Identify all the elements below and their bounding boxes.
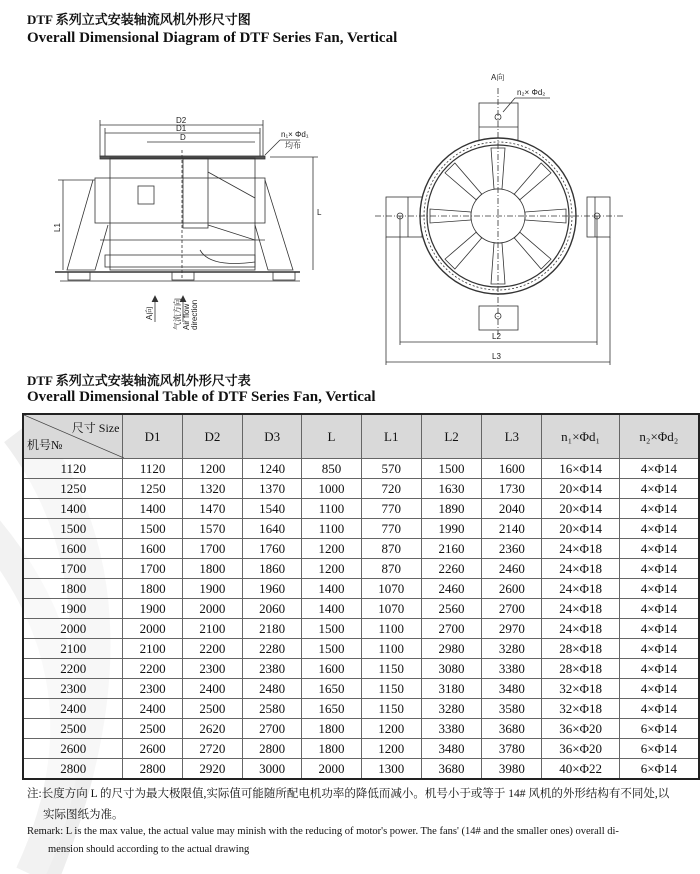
- model-cell: 1700: [23, 559, 123, 579]
- value-cell: 2620: [182, 719, 242, 739]
- model-cell: 1900: [23, 599, 123, 619]
- value-cell: 1150: [361, 679, 421, 699]
- value-cell: 2800: [243, 739, 302, 759]
- value-cell: 4×Φ14: [619, 699, 699, 719]
- value-cell: 1200: [361, 739, 421, 759]
- value-cell: 4×Φ14: [619, 659, 699, 679]
- value-cell: 24×Φ18: [542, 539, 619, 559]
- value-cell: 2700: [482, 599, 542, 619]
- value-cell: 1860: [243, 559, 302, 579]
- value-cell: 2580: [243, 699, 302, 719]
- value-cell: 1400: [302, 579, 361, 599]
- value-cell: 770: [361, 519, 421, 539]
- model-cell: 1500: [23, 519, 123, 539]
- value-cell: 6×Φ14: [619, 719, 699, 739]
- value-cell: 2600: [123, 739, 182, 759]
- value-cell: 1070: [361, 599, 421, 619]
- value-cell: 28×Φ18: [542, 659, 619, 679]
- label-l3: L3: [492, 352, 501, 361]
- label-n2-d2: n₂× Φd₂: [517, 88, 546, 97]
- value-cell: 1800: [302, 719, 361, 739]
- value-cell: 2300: [182, 659, 242, 679]
- value-cell: 2380: [243, 659, 302, 679]
- value-cell: 4×Φ14: [619, 599, 699, 619]
- label-d1: D1: [176, 124, 187, 133]
- value-cell: 1200: [182, 459, 242, 479]
- value-cell: 4×Φ14: [619, 579, 699, 599]
- value-cell: 1150: [361, 699, 421, 719]
- value-cell: 1100: [361, 619, 421, 639]
- value-cell: 1600: [123, 539, 182, 559]
- value-cell: 870: [361, 559, 421, 579]
- value-cell: 1200: [361, 719, 421, 739]
- value-cell: 20×Φ14: [542, 519, 619, 539]
- value-cell: 6×Φ14: [619, 739, 699, 759]
- remark-line2: mension should according to the actual drawing: [48, 844, 250, 855]
- corner-model-label: 机号№: [27, 438, 63, 452]
- value-cell: 2970: [482, 619, 542, 639]
- value-cell: 3080: [421, 659, 481, 679]
- value-cell: 4×Φ14: [619, 559, 699, 579]
- label-a-direction-front: A向: [491, 73, 505, 82]
- value-cell: 770: [361, 499, 421, 519]
- table-row: [23, 459, 699, 479]
- column-header: n₂×Φd₂: [619, 414, 699, 459]
- label-airflow-en: Air flow: [182, 303, 191, 330]
- value-cell: 3680: [482, 719, 542, 739]
- value-cell: 3780: [482, 739, 542, 759]
- column-header: L2: [421, 414, 481, 459]
- table-row: [23, 759, 699, 780]
- value-cell: 1570: [182, 519, 242, 539]
- label-airflow-cn: 气流方向: [173, 298, 182, 330]
- value-cell: 2100: [123, 639, 182, 659]
- value-cell: 3980: [482, 759, 542, 780]
- label-l1: L1: [53, 223, 62, 232]
- model-cell: 1600: [23, 539, 123, 559]
- value-cell: 2000: [123, 619, 182, 639]
- column-header: L: [302, 414, 361, 459]
- value-cell: 1470: [182, 499, 242, 519]
- value-cell: 1630: [421, 479, 481, 499]
- value-cell: 2400: [123, 699, 182, 719]
- value-cell: 1400: [302, 599, 361, 619]
- value-cell: 24×Φ18: [542, 599, 619, 619]
- value-cell: 2200: [123, 659, 182, 679]
- value-cell: 1540: [243, 499, 302, 519]
- value-cell: 3480: [482, 679, 542, 699]
- table-row: [23, 739, 699, 759]
- value-cell: 2160: [421, 539, 481, 559]
- table-row: [23, 559, 699, 579]
- value-cell: 1100: [302, 499, 361, 519]
- value-cell: 4×Φ14: [619, 459, 699, 479]
- value-cell: 20×Φ14: [542, 499, 619, 519]
- model-cell: 2800: [23, 759, 123, 780]
- value-cell: 2000: [182, 599, 242, 619]
- value-cell: 1500: [302, 619, 361, 639]
- value-cell: 4×Φ14: [619, 519, 699, 539]
- value-cell: 1650: [302, 699, 361, 719]
- side-view: [53, 116, 322, 330]
- table-row: [23, 599, 699, 619]
- value-cell: 1640: [243, 519, 302, 539]
- corner-header: [23, 414, 123, 459]
- value-cell: 1730: [482, 479, 542, 499]
- value-cell: 1600: [302, 659, 361, 679]
- value-cell: 1960: [243, 579, 302, 599]
- value-cell: 4×Φ14: [619, 619, 699, 639]
- value-cell: 2920: [182, 759, 242, 780]
- value-cell: 2300: [123, 679, 182, 699]
- model-cell: 2300: [23, 679, 123, 699]
- value-cell: 36×Φ20: [542, 739, 619, 759]
- value-cell: 2700: [243, 719, 302, 739]
- value-cell: 3180: [421, 679, 481, 699]
- label-a-direction: A向: [145, 306, 154, 320]
- value-cell: 1990: [421, 519, 481, 539]
- value-cell: 2720: [182, 739, 242, 759]
- value-cell: 1000: [302, 479, 361, 499]
- corner-size-label: 尺寸 Size: [71, 421, 120, 435]
- value-cell: 1760: [243, 539, 302, 559]
- value-cell: 36×Φ20: [542, 719, 619, 739]
- value-cell: 4×Φ14: [619, 479, 699, 499]
- column-header: D3: [243, 414, 302, 459]
- value-cell: 1600: [482, 459, 542, 479]
- value-cell: 2360: [482, 539, 542, 559]
- model-cell: 1800: [23, 579, 123, 599]
- value-cell: 4×Φ14: [619, 639, 699, 659]
- value-cell: 1400: [123, 499, 182, 519]
- value-cell: 2500: [123, 719, 182, 739]
- value-cell: 20×Φ14: [542, 479, 619, 499]
- value-cell: 2480: [243, 679, 302, 699]
- value-cell: 1900: [123, 599, 182, 619]
- value-cell: 1100: [361, 639, 421, 659]
- value-cell: 850: [302, 459, 361, 479]
- table-row: [23, 719, 699, 739]
- value-cell: 24×Φ18: [542, 579, 619, 599]
- value-cell: 2040: [482, 499, 542, 519]
- value-cell: 1500: [421, 459, 481, 479]
- value-cell: 2280: [243, 639, 302, 659]
- label-d: D: [180, 133, 186, 142]
- value-cell: 1250: [123, 479, 182, 499]
- value-cell: 3580: [482, 699, 542, 719]
- value-cell: 4×Φ14: [619, 539, 699, 559]
- value-cell: 3280: [482, 639, 542, 659]
- value-cell: 2400: [182, 679, 242, 699]
- value-cell: 3380: [421, 719, 481, 739]
- value-cell: 1200: [302, 559, 361, 579]
- value-cell: 2560: [421, 599, 481, 619]
- value-cell: 1320: [182, 479, 242, 499]
- model-cell: 2000: [23, 619, 123, 639]
- label-airflow-en2: direction: [190, 299, 199, 330]
- table-row: [23, 479, 699, 499]
- value-cell: 3000: [243, 759, 302, 780]
- value-cell: 16×Φ14: [542, 459, 619, 479]
- value-cell: 4×Φ14: [619, 679, 699, 699]
- table-row: [23, 539, 699, 559]
- value-cell: 2800: [123, 759, 182, 780]
- model-cell: 2600: [23, 739, 123, 759]
- value-cell: 1650: [302, 679, 361, 699]
- value-cell: 24×Φ18: [542, 559, 619, 579]
- value-cell: 6×Φ14: [619, 759, 699, 780]
- value-cell: 40×Φ22: [542, 759, 619, 780]
- value-cell: 2700: [421, 619, 481, 639]
- value-cell: 4×Φ14: [619, 499, 699, 519]
- model-cell: 2200: [23, 659, 123, 679]
- value-cell: 2460: [482, 559, 542, 579]
- value-cell: 2100: [182, 619, 242, 639]
- value-cell: 2060: [243, 599, 302, 619]
- column-header: L3: [482, 414, 542, 459]
- table-row: [23, 499, 699, 519]
- dimensional-drawing: [0, 0, 700, 380]
- value-cell: 1120: [123, 459, 182, 479]
- value-cell: 2200: [182, 639, 242, 659]
- table-row: [23, 579, 699, 599]
- value-cell: 32×Φ18: [542, 699, 619, 719]
- table-row: [23, 699, 699, 719]
- value-cell: 2980: [421, 639, 481, 659]
- value-cell: 1800: [182, 559, 242, 579]
- value-cell: 24×Φ18: [542, 619, 619, 639]
- value-cell: 1700: [182, 539, 242, 559]
- value-cell: 1800: [302, 739, 361, 759]
- value-cell: 1500: [123, 519, 182, 539]
- value-cell: 3280: [421, 699, 481, 719]
- value-cell: 1200: [302, 539, 361, 559]
- note-cn-line2: 实际图纸为准。: [43, 809, 124, 821]
- column-header: D1: [123, 414, 182, 459]
- value-cell: 32×Φ18: [542, 679, 619, 699]
- value-cell: 1800: [123, 579, 182, 599]
- dimension-table: [22, 413, 700, 780]
- value-cell: 1100: [302, 519, 361, 539]
- model-cell: 2400: [23, 699, 123, 719]
- value-cell: 1370: [243, 479, 302, 499]
- table-row: [23, 679, 699, 699]
- value-cell: 1890: [421, 499, 481, 519]
- table-title-en: Overall Dimensional Table of DTF Series Fan, Vertical: [27, 389, 376, 405]
- remark-line1: Remark: L is the max value, the actual value may minish with the reducing of motor's power. The fans' (14# and the smaller ones) overall di-: [27, 826, 619, 837]
- value-cell: 570: [361, 459, 421, 479]
- table-row: [23, 519, 699, 539]
- value-cell: 2500: [182, 699, 242, 719]
- label-d2: D2: [176, 116, 187, 125]
- value-cell: 1500: [302, 639, 361, 659]
- label-n1-d1: n₁× Φd₁: [281, 130, 309, 139]
- model-cell: 1400: [23, 499, 123, 519]
- label-l2: L2: [492, 332, 501, 341]
- value-cell: 3480: [421, 739, 481, 759]
- label-l: L: [317, 208, 322, 217]
- value-cell: 1900: [182, 579, 242, 599]
- model-cell: 1250: [23, 479, 123, 499]
- value-cell: 2460: [421, 579, 481, 599]
- note-cn-line1: 注:长度方向 L 的尺寸为最大极限值,实际值可能随所配电机功率的降低而减小。机号小于或等于 14# 风机的外形结构有不同处,以: [27, 788, 670, 800]
- label-evenly: 均布: [285, 141, 301, 150]
- column-header: L1: [361, 414, 421, 459]
- value-cell: 720: [361, 479, 421, 499]
- column-header: n₁×Φd₁: [542, 414, 619, 459]
- value-cell: 2180: [243, 619, 302, 639]
- table-row: [23, 619, 699, 639]
- title-en: Overall Dimensional Diagram of DTF Series Fan, Vertical: [27, 30, 398, 46]
- value-cell: 28×Φ18: [542, 639, 619, 659]
- value-cell: 2000: [302, 759, 361, 780]
- value-cell: 1070: [361, 579, 421, 599]
- model-cell: 2100: [23, 639, 123, 659]
- model-cell: 2500: [23, 719, 123, 739]
- value-cell: 1300: [361, 759, 421, 780]
- table-title-cn: DTF 系列立式安装轴流风机外形尺寸表: [27, 373, 251, 388]
- value-cell: 2600: [482, 579, 542, 599]
- model-cell: 1120: [23, 459, 123, 479]
- value-cell: 3380: [482, 659, 542, 679]
- front-view: [375, 72, 625, 365]
- column-header: D2: [182, 414, 242, 459]
- value-cell: 870: [361, 539, 421, 559]
- value-cell: 2140: [482, 519, 542, 539]
- title-cn: DTF 系列立式安装轴流风机外形尺寸图: [27, 12, 251, 27]
- value-cell: 3680: [421, 759, 481, 780]
- table-row: [23, 639, 699, 659]
- table-row: [23, 659, 699, 679]
- value-cell: 1150: [361, 659, 421, 679]
- value-cell: 1700: [123, 559, 182, 579]
- value-cell: 2260: [421, 559, 481, 579]
- value-cell: 1240: [243, 459, 302, 479]
